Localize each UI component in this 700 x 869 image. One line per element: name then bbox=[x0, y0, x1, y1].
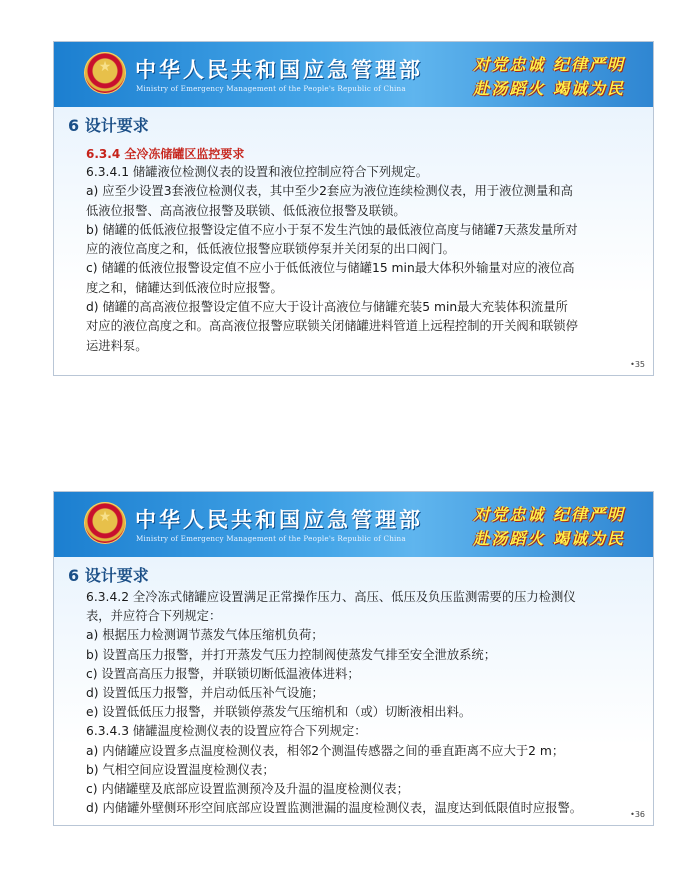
body-line: d) 储罐的高高液位报警设定值不应大于设计高液位与储罐充装5 min最大充装体积流量所 bbox=[86, 300, 568, 315]
body-line: a) 应至少设置3套液位检测仪表，其中至少2套应为液位连续检测仪表，用于液位测量和高 bbox=[86, 184, 573, 199]
page-number: •36 bbox=[630, 810, 645, 819]
ministry-banner bbox=[54, 492, 653, 557]
national-emblem-icon bbox=[84, 502, 126, 544]
ministry-name-en: Ministry of Emergency Management of the People's Republic of China bbox=[136, 84, 406, 93]
body-line: c) 设置高高压力报警，并联锁切断低温液体进料； bbox=[86, 666, 360, 681]
body-line: 表，并应符合下列规定： bbox=[86, 609, 222, 624]
body-line: b) 气相空间应设置温度检测仪表； bbox=[86, 762, 275, 777]
body-line: 6.3.4.2 全冷冻式储罐应设置满足正常操作压力、高压、低压及负压监测需要的压力检测仪 bbox=[86, 590, 576, 604]
slogan-line-2: 赴汤蹈火 竭诚为民 bbox=[473, 529, 625, 548]
ministry-name-en: Ministry of Emergency Management of the People's Republic of China bbox=[136, 534, 406, 543]
ministry-name-cn: 中华人民共和国应急管理部 bbox=[135, 58, 423, 82]
body-line: d) 设置低压力报警，并启动低压补气设施； bbox=[86, 686, 324, 701]
body-text bbox=[86, 588, 641, 818]
ministry-name-cn: 中华人民共和国应急管理部 bbox=[135, 508, 423, 532]
body-line: c) 储罐的低液位报警设定值不应小于低低液位与储罐15 min最大体积外输量对应的液位高 bbox=[86, 261, 575, 276]
slide-36 bbox=[53, 491, 654, 826]
body-line: 6.3.4.1 储罐液位检测仪表的设置和液位控制应符合下列规定。 bbox=[86, 165, 429, 179]
slide-35 bbox=[53, 41, 654, 376]
body-line: c) 内储罐壁及底部应设置监测预冷及升温的温度检测仪表； bbox=[86, 782, 409, 797]
subsection-title: 6.3.4 全冷冻储罐区监控要求 bbox=[86, 147, 245, 161]
section-title: 6 设计要求 bbox=[68, 566, 149, 585]
page-number: •35 bbox=[630, 360, 645, 369]
body-line: 6.3.4.3 储罐温度检测仪表的设置应符合下列规定： bbox=[86, 724, 367, 739]
body-line: 度之和，储罐达到低液位时应报警。 bbox=[86, 280, 283, 295]
body-line: a) 内储罐应设置多点温度检测仪表，相邻2个测温传感器之间的垂直距离不应大于2 m； bbox=[86, 743, 565, 758]
slogan-line-1: 对党忠诚 纪律严明 bbox=[473, 505, 625, 524]
body-line: 低液位报警、高高液位报警及联锁、低低液位报警及联锁。 bbox=[86, 203, 406, 218]
section-title: 6 设计要求 bbox=[68, 116, 149, 135]
body-line: 运进料泵。 bbox=[86, 338, 148, 353]
body-line: b) 设置高压力报警，并打开蒸发气压力控制阀使蒸发气排至安全泄放系统； bbox=[86, 647, 497, 662]
body-line: e) 设置低低压力报警，并联锁停蒸发气压缩机和（或）切断液相出料。 bbox=[86, 705, 472, 720]
body-text bbox=[86, 163, 641, 356]
national-emblem-icon bbox=[84, 52, 126, 94]
body-line: d) 内储罐外壁侧环形空间底部应设置监测泄漏的温度检测仪表，温度达到低限值时应报警。 bbox=[86, 801, 583, 816]
body-line: a) 根据压力检测调节蒸发气体压缩机负荷； bbox=[86, 628, 324, 643]
slogan-line-1: 对党忠诚 纪律严明 bbox=[473, 55, 625, 74]
body-line: b) 储罐的低低液位报警设定值不应小于泵不发生汽蚀的最低液位高度与储罐7天蒸发量所对 bbox=[86, 222, 578, 237]
body-line: 应的液位高度之和，低低液位报警应联锁停泵并关闭泵的出口阀门。 bbox=[86, 242, 455, 257]
slide-content bbox=[54, 557, 653, 825]
slogan-line-2: 赴汤蹈火 竭诚为民 bbox=[473, 79, 625, 98]
slide-content bbox=[54, 107, 653, 375]
body-line: 对应的液位高度之和。高高液位报警应联锁关闭储罐进料管道上远程控制的开关阀和联锁停 bbox=[86, 319, 578, 334]
ministry-banner bbox=[54, 42, 653, 107]
